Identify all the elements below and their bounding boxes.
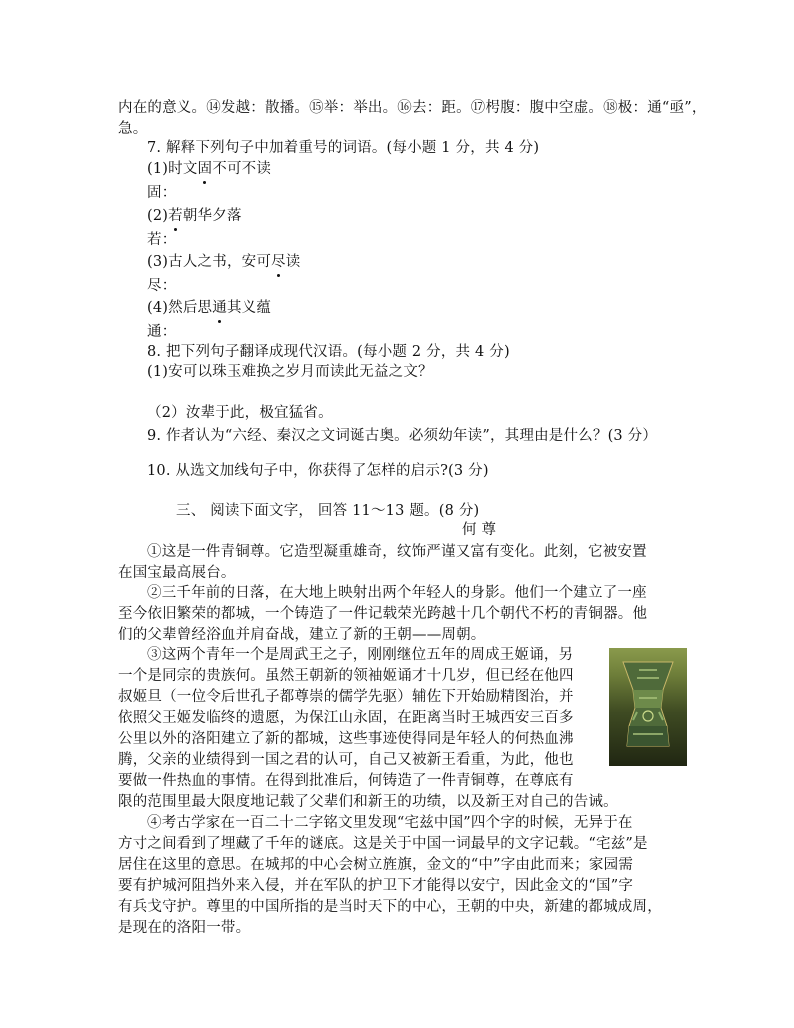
footnote-line: 内在的意义。⑭发越：散播。⑮举：举出。⑯去：距。⑰枵腹：腹中空虚。⑱极：通“亟”， — [118, 100, 707, 116]
passage-line: 要做一件热血的事情。在得到批准后，何铸造了一件青铜尊，在尊底有 — [118, 773, 574, 789]
q7-item-2: (2)若朝华夕落 — [147, 205, 242, 227]
passage-line: 居住在这里的意思。在城邦的中心会树立旌旗，金文的“中”字由此而来；家园需 — [118, 857, 634, 873]
section-heading: 三、 阅读下面文字， 回答 11～13 题。(8 分) — [176, 503, 480, 519]
emphasis-char: 尽 — [271, 251, 286, 273]
passage-line: 们的父辈曾经浴血并肩奋战，建立了新的王朝——周朝。 — [118, 627, 486, 643]
passage-line: ②三千年前的日落，在大地上映射出两个年轻人的身影。他们一个建立了一座 — [147, 585, 647, 601]
answer-blank: 通： — [147, 324, 177, 340]
q8-item-1: (1)安可以珠玉难换之岁月而读此无益之文？ — [147, 364, 433, 380]
footnote-line: 急。 — [118, 121, 148, 137]
passage-line: 限的范围里最大限度地记载了父辈们和新王的功绩，以及新王对自己的告诫。 — [118, 794, 618, 810]
passage-line: 是现在的洛阳一带。 — [118, 920, 251, 936]
passage-line: 方寸之间看到了埋藏了千年的谜底。这是关于中国一词最早的文字记载。“宅兹”是 — [118, 836, 648, 852]
passage-line: 一个是同宗的贵族何。虽然王朝新的领袖姬诵才十几岁，但已经在他四 — [118, 668, 574, 684]
answer-blank: 尽： — [147, 278, 177, 294]
bronze-zun-icon — [619, 656, 677, 752]
question-7: 7. 解释下列句子中加着重号的词语。(每小题 1 分，共 4 分) — [147, 140, 540, 156]
question-8: 8. 把下列句子翻译成现代汉语。(每小题 2 分，共 4 分) — [147, 344, 510, 360]
emphasis-char: 通 — [212, 297, 227, 319]
passage-line: 要有护城河阻挡外来入侵，并在军队的护卫下才能得以安宁，因此金文的“国”字 — [118, 878, 634, 894]
passage-line: 在国宝最高展台。 — [118, 565, 236, 581]
q7-item-1: (1)时文固不可不读 — [147, 158, 271, 180]
passage-line: ①这是一件青铜尊。它造型凝重雄奇，纹饰严谨又富有变化。此刻，它被安置 — [147, 544, 647, 560]
q7-item-4: (4)然后思通其义蕴 — [147, 297, 271, 319]
passage-title: 何 尊 — [462, 522, 497, 538]
answer-blank: 固： — [147, 185, 177, 201]
passage-line: 公里以外的洛阳建立了新的都城，这些事迹使得同是年轻人的何热血沸 — [118, 731, 574, 747]
passage-line: 依照父王姬发临终的遗愿，为保江山永固，在距离当时王城西安三百多 — [118, 710, 574, 726]
question-9: 9. 作者认为“六经、秦汉之文词诞古奥。必须幼年读”，其理由是什么？(3 分） — [147, 428, 658, 444]
passage-line: 叔姬旦（一位令后世孔子都尊崇的儒学先驱）辅佐下开始励精图治，并 — [118, 689, 574, 705]
passage-line: ④考古学家在一百二十二字铭文里发现“宅兹中国”四个字的时候，无异于在 — [147, 815, 633, 831]
emphasis-char: 固 — [198, 158, 213, 180]
passage-line: 腾，父亲的业绩得到一国之君的认可，自己又被新王看重，为此，他也 — [118, 752, 574, 768]
answer-blank: 若： — [147, 232, 177, 248]
passage-line: 有兵戈守护。尊里的中国所指的是当时天下的中心，王朝的中央，新建的都城成周， — [118, 899, 662, 915]
q8-item-2: （2）汝辈于此，极宜猛省。 — [147, 405, 333, 421]
question-10: 10. 从选文加线句子中，你获得了怎样的启示?(3 分) — [147, 463, 489, 479]
emphasis-char: 若 — [168, 205, 183, 227]
passage-line: 至今依旧繁荣的都城，一个铸造了一件记载荣光跨越十几个朝代不朽的青铜器。他 — [118, 606, 648, 622]
q7-item-3: (3)古人之书，安可尽读 — [147, 251, 300, 273]
bronze-vessel-photo — [609, 648, 687, 766]
passage-line: ③这两个青年一个是周武王之子，刚刚继位五年的周成王姬诵，另 — [147, 647, 574, 663]
